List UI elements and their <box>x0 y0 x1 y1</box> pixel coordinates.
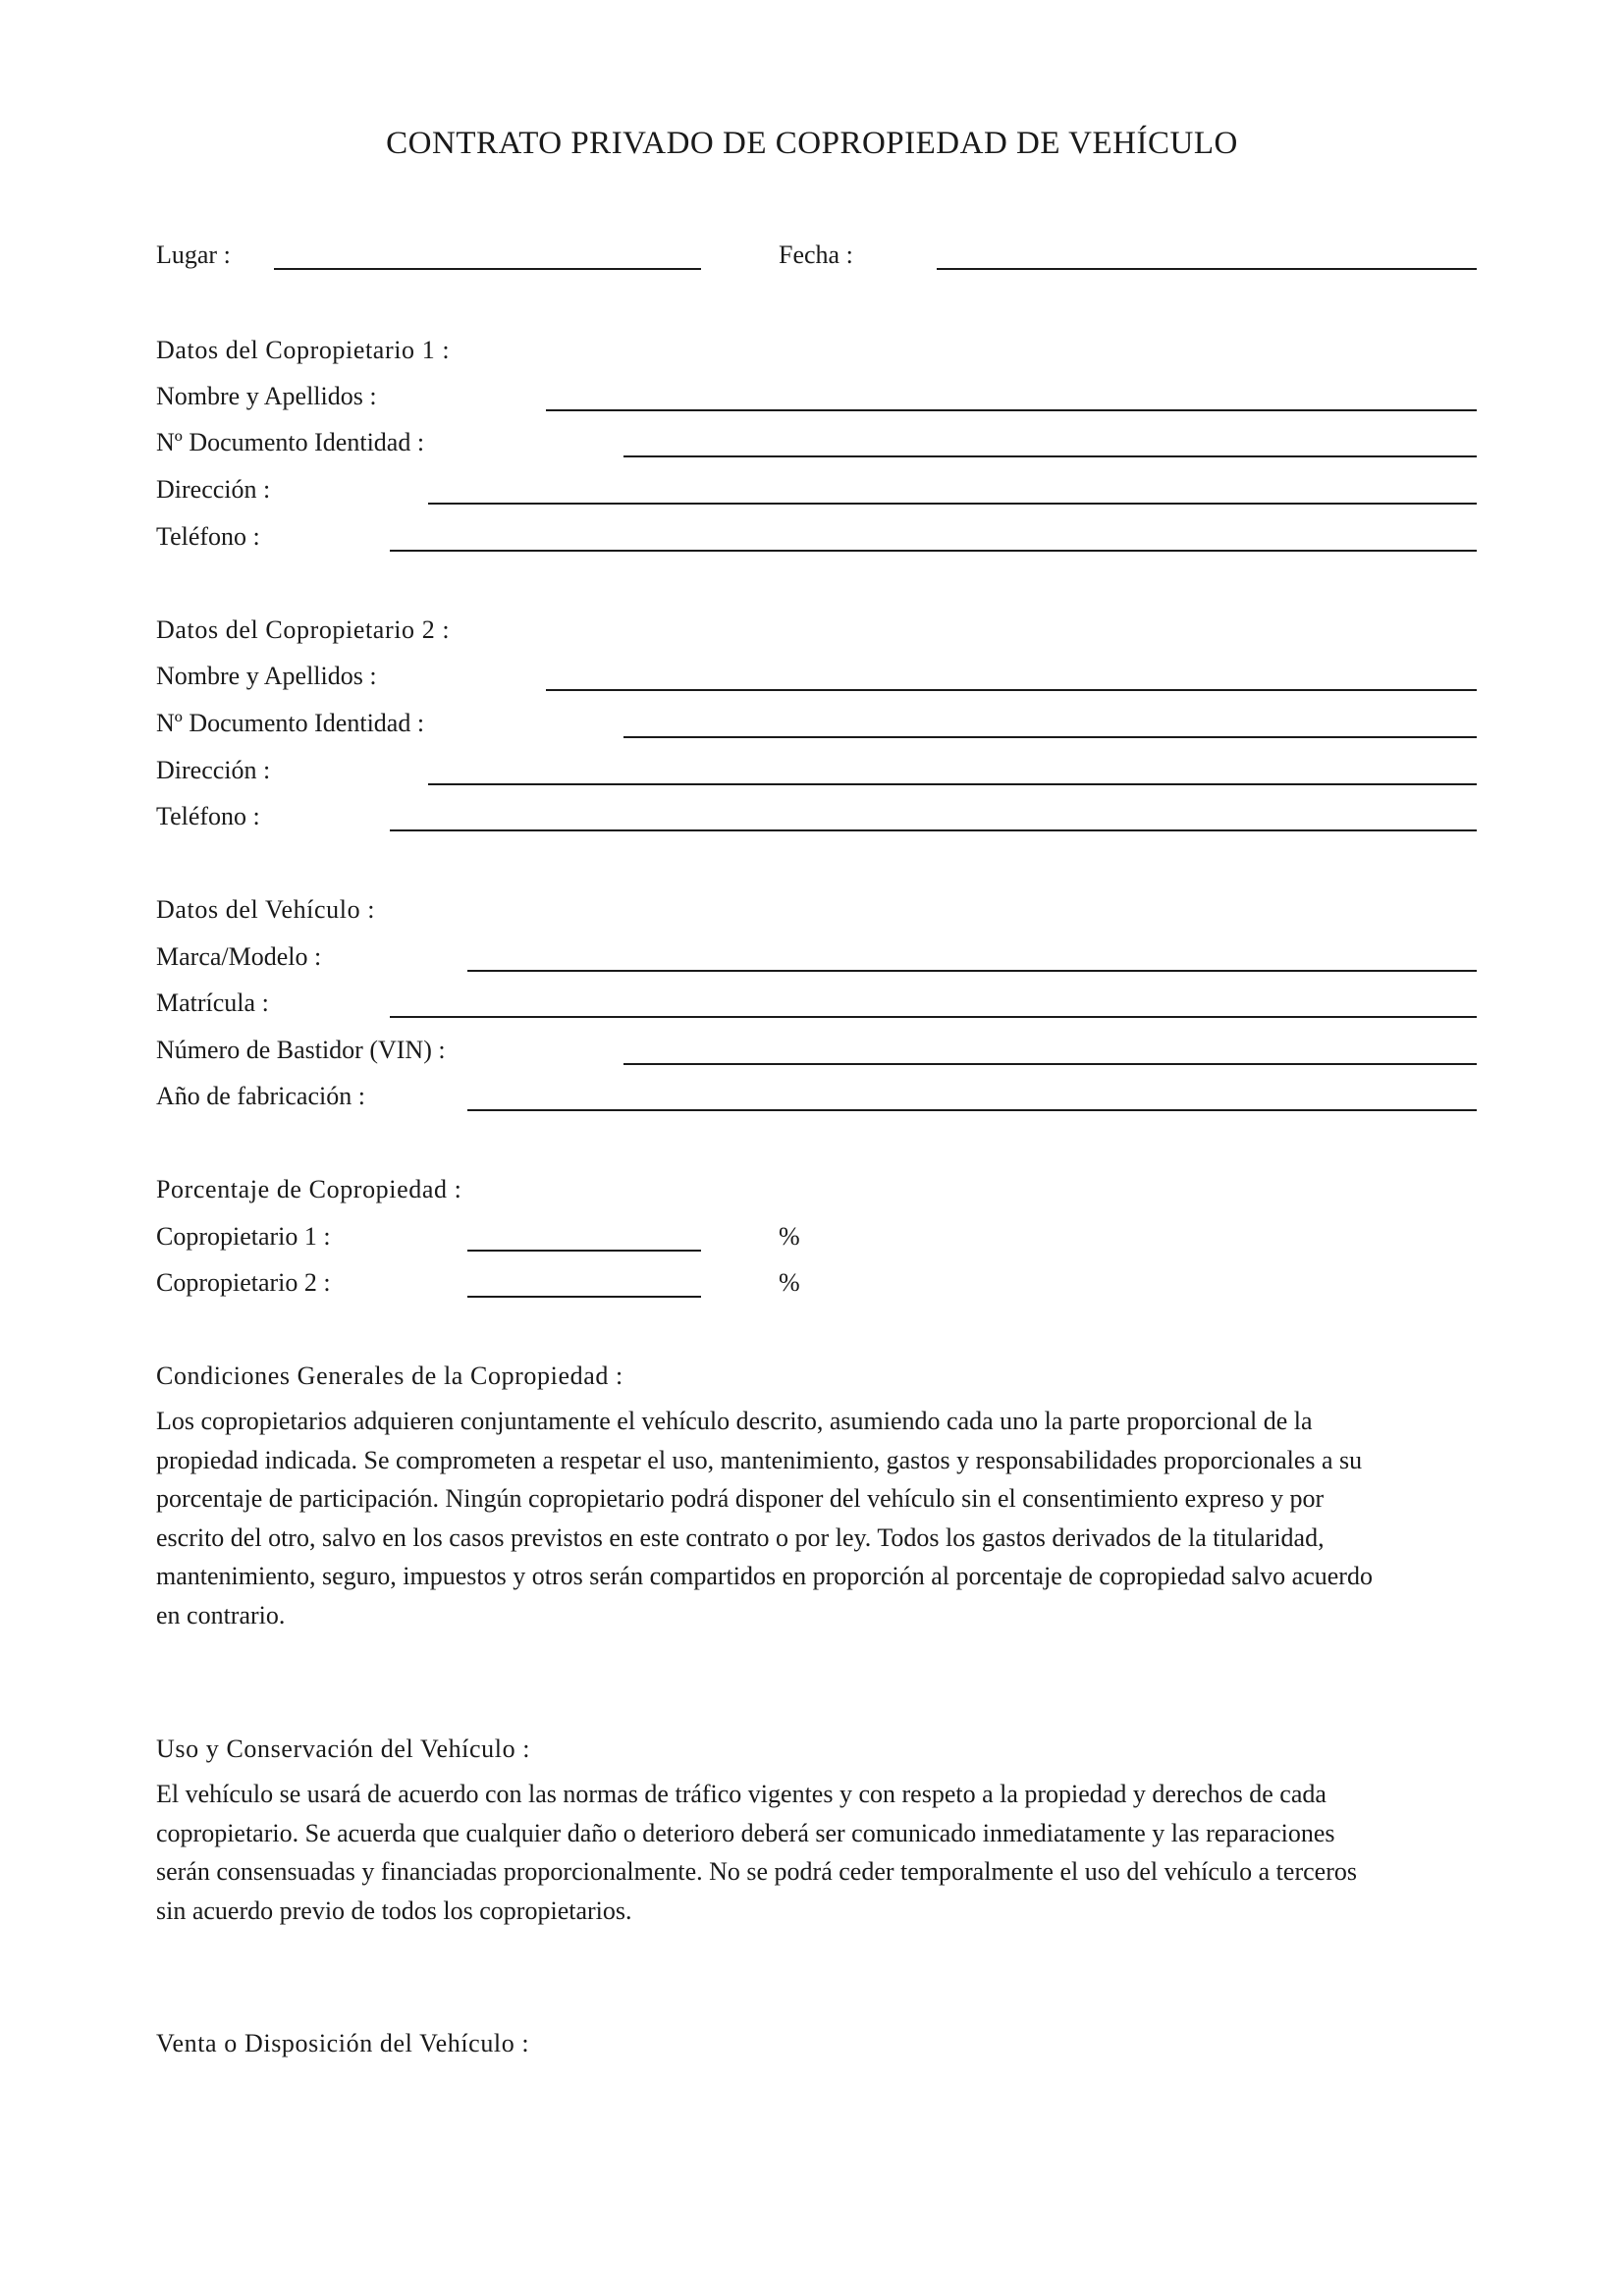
cop1-documento-row <box>156 426 1477 465</box>
marca-label: Marca/Modelo : <box>156 942 322 971</box>
cop2-telefono-field[interactable] <box>390 829 1477 831</box>
cop2-documento-field[interactable] <box>623 736 1477 738</box>
venta-heading: Venta o Disposición del Vehículo : <box>156 2029 530 2057</box>
anio-label: Año de fabricación : <box>156 1082 365 1110</box>
cop2-telefono-row <box>156 800 1477 839</box>
anio-row <box>156 1080 1477 1119</box>
cop2-documento-label: Nº Documento Identidad : <box>156 709 425 737</box>
condiciones-line: escrito del otro, salvo en los casos previstos en este contrato o por ley. Todos los gastos derivados de la titularidad, <box>156 1522 1325 1552</box>
cop1-direccion-field[interactable] <box>428 503 1477 505</box>
condiciones-heading: Condiciones Generales de la Copropiedad : <box>156 1362 623 1390</box>
porcentaje-section-label: Porcentaje de Copropiedad : <box>156 1175 462 1203</box>
cop2-nombre-label: Nombre y Apellidos : <box>156 662 377 690</box>
cop1-nombre-label: Nombre y Apellidos : <box>156 382 377 410</box>
cop2-porcentaje-field[interactable] <box>467 1296 701 1298</box>
uso-line: El vehículo se usará de acuerdo con las normas de tráfico vigentes y con respeto a la propiedad y derechos de cada <box>156 1780 1326 1808</box>
vehiculo-section-label: Datos del Vehículo : <box>156 895 376 924</box>
cop1-percent-symbol: % <box>779 1222 800 1251</box>
cop2-nombre-field[interactable] <box>546 689 1477 691</box>
condiciones-paragraph <box>156 1402 1488 1634</box>
cop2-direccion-field[interactable] <box>428 783 1477 785</box>
anio-field[interactable] <box>467 1109 1477 1111</box>
cop2-porcentaje-row <box>156 1266 1477 1306</box>
cop1-nombre-row <box>156 380 1477 419</box>
cop2-nombre-row <box>156 660 1477 699</box>
lugar-field[interactable] <box>274 268 701 270</box>
uso-heading: Uso y Conservación del Vehículo : <box>156 1735 531 1763</box>
cop1-porcentaje-row <box>156 1220 1477 1259</box>
condiciones-line: propiedad indicada. Se comprometen a respetar el uso, mantenimiento, gastos y responsabilidades proporcionales a su <box>156 1445 1363 1474</box>
cop2-direccion-label: Dirección : <box>156 756 271 784</box>
cop1-direccion-row <box>156 473 1477 512</box>
cop1-telefono-label: Teléfono : <box>156 522 260 551</box>
cop2-porcentaje-label: Copropietario 2 : <box>156 1268 331 1297</box>
cop1-nombre-field[interactable] <box>546 409 1477 411</box>
cop1-porcentaje-label: Copropietario 1 : <box>156 1222 331 1251</box>
copropietario1-section-label: Datos del Copropietario 1 : <box>156 336 451 364</box>
uso-line: serán consensuadas y financiadas proporcionalmente. No se podrá ceder temporalmente el uso del vehículo a terceros <box>156 1857 1357 1886</box>
copropietario2-section-label: Datos del Copropietario 2 : <box>156 615 451 644</box>
matricula-label: Matrícula : <box>156 988 269 1017</box>
fecha-label: Fecha : <box>779 240 853 269</box>
condiciones-line: porcentaje de participación. Ningún copropietario podrá disponer del vehículo sin el consentimiento expreso y por <box>156 1484 1325 1513</box>
matricula-field[interactable] <box>390 1016 1477 1018</box>
marca-row <box>156 940 1477 980</box>
cop2-percent-symbol: % <box>779 1268 800 1297</box>
cop1-documento-label: Nº Documento Identidad : <box>156 428 425 456</box>
marca-field[interactable] <box>467 970 1477 972</box>
bastidor-row <box>156 1034 1477 1073</box>
uso-line: sin acuerdo previo de todos los copropietarios. <box>156 1896 632 1925</box>
condiciones-line: en contrario. <box>156 1600 286 1629</box>
cop1-telefono-row <box>156 520 1477 560</box>
condiciones-line: Los copropietarios adquieren conjuntamente el vehículo descrito, asumiendo cada uno la parte proporcional de la <box>156 1407 1313 1435</box>
matricula-row <box>156 987 1477 1026</box>
cop2-telefono-label: Teléfono : <box>156 802 260 830</box>
cop1-direccion-label: Dirección : <box>156 475 271 504</box>
condiciones-line: mantenimiento, seguro, impuestos y otros serán compartidos en proporción al porcentaje de copropiedad salvo acuerdo <box>156 1562 1373 1590</box>
bastidor-label: Número de Bastidor (VIN) : <box>156 1036 446 1064</box>
document-title: CONTRATO PRIVADO DE COPROPIEDAD DE VEHÍCULO <box>386 126 1238 161</box>
uso-line: copropietario. Se acuerda que cualquier daño o deterioro deberá ser comunicado inmediatamente y las reparaciones <box>156 1818 1335 1847</box>
cop1-telefono-field[interactable] <box>390 550 1477 552</box>
lugar-label: Lugar : <box>156 240 231 269</box>
cop1-porcentaje-field[interactable] <box>467 1250 701 1252</box>
cop1-documento-field[interactable] <box>623 455 1477 457</box>
lugar-fecha-row <box>156 239 1477 278</box>
bastidor-field[interactable] <box>623 1063 1477 1065</box>
uso-paragraph <box>156 1775 1488 1930</box>
fecha-field[interactable] <box>937 268 1477 270</box>
cop2-documento-row <box>156 707 1477 746</box>
cop2-direccion-row <box>156 754 1477 793</box>
